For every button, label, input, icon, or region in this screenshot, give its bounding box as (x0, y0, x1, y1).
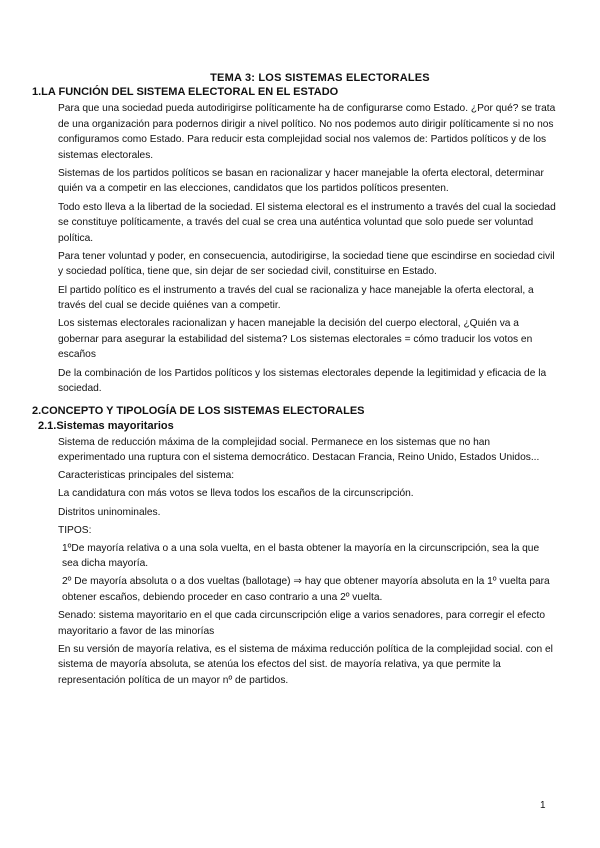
subsection-2-1-heading: 2.1.Sistemas mayoritarios (38, 419, 174, 432)
paragraph: La candidatura con más votos se lleva todos los escaños de la circunscripción. (58, 488, 414, 500)
paragraph: Todo esto lleva a la libertad de la sociedad. El sistema electoral es el instrumento a través del cual la sociedad se constituye políticamente, a través del cual se crea una auténtica voluntad que solo puede ser voluntad política. (58, 201, 556, 244)
section-1-heading: 1.LA FUNCIÓN DEL SISTEMA ELECTORAL EN EL ESTADO (32, 86, 339, 98)
paragraph: Senado: sistema mayoritario en el que cada circunscripción elige a varios senadores, para corregir el efecto mayoritario a favor de las minorías (58, 610, 545, 637)
paragraph: En su versión de mayoría relativa, es el sistema de máxima reducción política de la complejidad social. con el sistema de mayoría absoluta, se atenúa los efectos del sist. de mayoría relativa, ya que permite la representación política de un mayor nº de partidos. (58, 643, 553, 686)
paragraph: Caracteristicas principales del sistema: (58, 470, 235, 482)
page-number: 1 (540, 800, 546, 811)
type-item: 1ºDe mayoría relativa o a una sola vuelta, en el basta obtener la mayoría en la circunscripción, sea la que sea dicha mayoría. (62, 542, 540, 570)
paragraph: TIPOS: (58, 524, 92, 536)
paragraph: Sistema de reducción máxima de la complejidad social. Permanece en los sistemas que no han experimentado una ruptura con el sistema democrático. Destacan Francia, Reino Unido, Estados Unidos... (58, 436, 540, 464)
paragraph: Los sistemas electorales racionalizan y hacen manejable la decisión del cuerpo electoral, ¿Quién va a gobernar para asegurar la estabilidad del sistema? Los sistemas electorales = cómo traducir los votos en escaños (58, 318, 533, 361)
paragraph: Para que una sociedad pueda autodirigirse políticamente ha de configurarse como Estado. ¿Por qué? se trata de una organización para podernos dirigir a nivel político. No nos podemos auto dirigir políticamente si no nos configuramos como Estado. Para reducir esta complejidad social nos valemos de: Partidos políticos y de los sistemas electorales. (58, 103, 556, 161)
paragraph: Distritos uninominales. (58, 506, 161, 518)
document-body (32, 68, 556, 691)
paragraph: Para tener voluntad y poder, en consecuencia, autodirigirse, la sociedad tiene que escindirse en sociedad civil y sociedad política, tiene que, sin dejar de ser sociedad civil, constituirse en Estado. (58, 250, 555, 278)
section-2-heading: 2.CONCEPTO Y TIPOLOGÍA DE LOS SISTEMAS ELECTORALES (32, 404, 365, 417)
paragraph: De la combinación de los Partidos políticos y los sistemas electorales depende la legitimidad y eficacia de la sociedad. (58, 367, 547, 395)
paragraph: El partido político es el instrumento a través del cual se racionaliza y hace manejable la oferta electoral, a través del cual se decide quiénes van a competir. (58, 284, 534, 312)
document-title: TEMA 3: LOS SISTEMAS ELECTORALES (210, 72, 430, 84)
type-item: 2º De mayoría absoluta o a dos vueltas (ballotage) ⇒ hay que obtener mayoría absoluta en la 1º vuelta para obtener escaños, debiendo proceder en caso contrario a una 2º vuelta. (62, 576, 550, 604)
paragraph: Sistemas de los partidos políticos se basan en racionalizar y hacer manejable la oferta electoral, determinar quién va a competir en las elecciones, candidatos que los partidos políticos presenten. (58, 167, 544, 195)
